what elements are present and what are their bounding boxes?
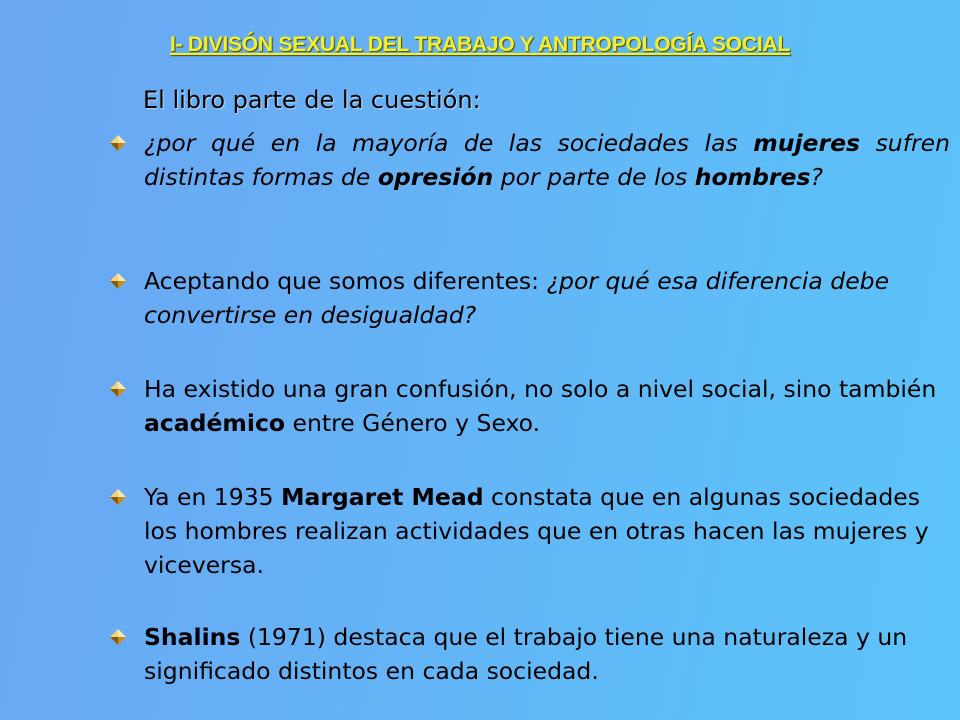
bullet-item <box>110 126 950 194</box>
bullet-text <box>144 264 950 332</box>
bullet-emphasis: Shalins <box>144 623 241 651</box>
bullet-text-segment: entre Género y Sexo. <box>285 409 541 437</box>
diamond-bullet-icon <box>110 489 126 505</box>
bullet-item <box>110 480 950 582</box>
bullet-text <box>144 620 950 688</box>
bullet-text <box>144 126 950 194</box>
diamond-bullet-icon <box>110 381 126 397</box>
bullet-italic: ¿por qué esa diferencia debe convertirse en desigualdad? <box>144 267 890 329</box>
bullet-emphasis: académico <box>144 409 286 437</box>
bullet-text-segment: ? <box>810 163 823 191</box>
bullet-item <box>110 264 950 332</box>
diamond-bullet-icon <box>110 135 126 151</box>
bullet-text-segment: sufren distintas formas de <box>144 129 950 191</box>
bullet-text <box>144 480 950 582</box>
bullet-text <box>144 372 950 440</box>
bullet-text-segment: constata que en algunas sociedades los hombres realizan actividades que en otras hacen las mujeres y viceversa. <box>144 483 929 579</box>
bullet-text-segment: por parte de los <box>493 163 695 191</box>
bullet-text-segment: (1971) destaca que el trabajo tiene una naturaleza y un significado distintos en cada sociedad. <box>144 623 908 685</box>
slide-title: I- DIVISÓN SEXUAL DEL TRABAJO Y ANTROPOLOGÍA SOCIAL <box>169 33 791 56</box>
bullet-text-segment: Ya en 1935 <box>144 483 282 511</box>
diamond-bullet-icon <box>110 273 126 289</box>
diamond-bullet-icon <box>110 629 126 645</box>
bullet-text-segment: Aceptando que somos diferentes: <box>144 267 547 295</box>
bullet-emphasis: hombres <box>694 163 811 191</box>
bullet-text-segment: ¿por qué en la mayoría de las sociedades las <box>144 129 754 157</box>
bullet-emphasis: opresión <box>377 163 494 191</box>
bullet-emphasis: Margaret Mead <box>281 483 484 511</box>
bullet-text-segment: Ha existido una gran confusión, no solo a nivel social, sino también <box>144 375 937 403</box>
bullet-item <box>110 372 950 440</box>
bullet-emphasis: mujeres <box>753 129 861 157</box>
intro-text: El libro parte de la cuestión: <box>143 86 481 114</box>
bullet-item <box>110 620 950 688</box>
